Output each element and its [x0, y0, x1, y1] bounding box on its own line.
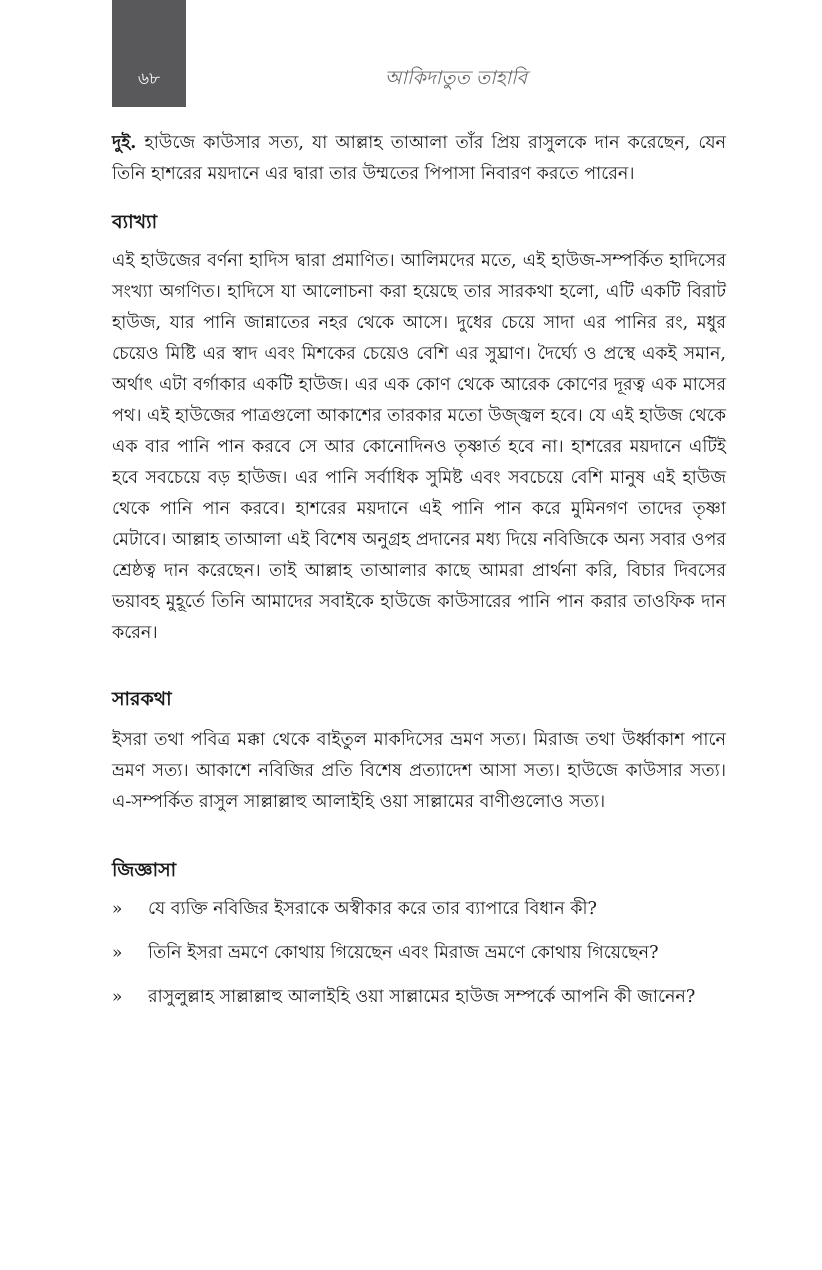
questions-list [112, 894, 726, 1013]
question-item [112, 938, 726, 969]
explanation-heading: ব্যাখ্যা [112, 211, 158, 233]
questions-heading: জিজ্ঞাসা [112, 859, 177, 881]
question-text: তিনি ইসরা ভ্রমণে কোথায় গিয়েছেন এবং মিরাজ ভ্রমণে কোথায় গিয়েছেন? [148, 943, 659, 963]
section-two-paragraph [112, 128, 726, 190]
page-body [112, 128, 726, 1026]
question-item [112, 982, 726, 1013]
page-number-tab [112, 0, 186, 107]
question-bullet: » [112, 899, 123, 919]
question-text: যে ব্যক্তি নবিজির ইসরাকে অস্বীকার করে তার ব্যাপারে বিধান কী? [148, 899, 597, 919]
running-title: আকিদাতুত তাহাবি [384, 67, 528, 89]
question-bullet: » [112, 987, 123, 1007]
question-item [112, 894, 726, 925]
summary-heading: সারকথা [112, 688, 172, 710]
question-text: রাসুলুল্লাহ সাল্লাল্লাহু আলাইহি ওয়া সাল্লামের হাউজ সম্পর্কে আপনি কী জানেন? [148, 987, 696, 1007]
question-bullet: » [112, 943, 123, 963]
page-number: ৬৮ [137, 69, 161, 89]
section-two-text: হাউজে কাউসার সত্য, যা আল্লাহ তাআলা তাঁর প্রিয় রাসুলকে দান করেছেন, যেন তিনি হাশরের ময়দানে এর দ্বারা তার উম্মতের পিপাসা নিবারণ করতে পারেন। [112, 133, 726, 184]
summary-paragraph: ইসরা তথা পবিত্র মক্কা থেকে বাইতুল মাকদিসের ভ্রমণ সত্য। মিরাজ তথা উর্ধ্বাকাশ পানে ভ্রমণ সত্য। আকাশে নবিজির প্রতি বিশেষ প্রত্যাদেশ আসা সত্য। হাউজে কাউসার সত্য। এ-সম্পর্কিত রাসুল সাল্লাল্লাহু আলাইহি ওয়া সাল্লামের বাণীগুলোও সত্য। [112, 730, 726, 812]
section-two-lead: দুই. [112, 133, 137, 153]
explanation-paragraph: এই হাউজের বর্ণনা হাদিস দ্বারা প্রমাণিত। আলিমদের মতে, এই হাউজ-সম্পর্কিত হাদিসের সংখ্যা অগণিত। হাদিসে যা আলোচনা করা হয়েছে তার সারকথা হলো, এটি একটি বিরাট হাউজ, যার পানি জান্নাতের নহর থেকে আসে। দুধের চেয়ে সাদা এর পানির রং, মধুর চেয়েও মিষ্টি এর স্বাদ এবং মিশকের চেয়েও বেশি এর সুঘ্রাণ। দৈর্ঘ্যে ও প্রস্থে একই সমান, অর্থাৎ এটা বর্গাকার একটি হাউজ। এর এক কোণ থেকে আরেক কোণের দূরত্ব এক মাসের পথ। এই হাউজের পাত্রগুলো আকাশের তারকার মতো উজ্জ্বল হবে। যে এই হাউজ থেকে এক বার পানি পান করবে সে আর কোনোদিনও তৃষ্ণার্ত হবে না। হাশরের ময়দানে এটিই হবে সবচেয়ে বড় হাউজ। এর পানি সর্বাধিক সুমিষ্ট এবং সবচেয়ে বেশি মানুষ এই হাউজ থেকে পানি পান করবে। হাশরের ময়দানে এই পানি পান করে মুমিনগণ তাদের তৃষ্ণা মেটাবে। আল্লাহ তাআলা এই বিশেষ অনুগ্রহ প্রদানের মধ্য দিয়ে নবিজিকে অন্য সবার ওপর শ্রেষ্ঠত্ব দান করেছেন। তাই আল্লাহ তাআলার কাছে আমরা প্রার্থনা করি, বিচার দিবসের ভয়াবহ মুহূর্তে তিনি আমাদের সবাইকে হাউজে কাউসারের পানি পান করার তাওফিক দান করেন। [112, 251, 726, 643]
